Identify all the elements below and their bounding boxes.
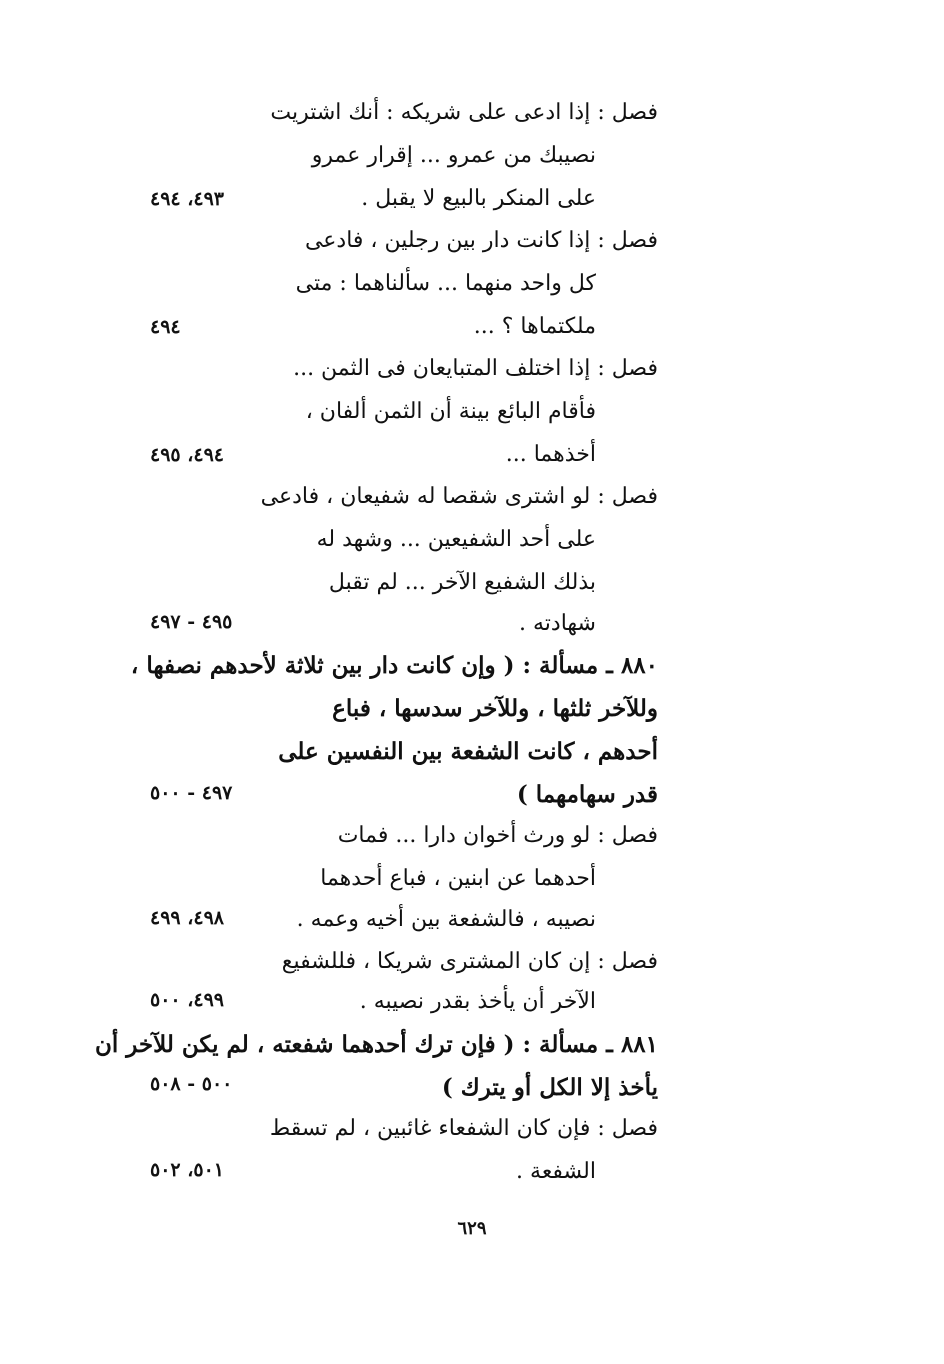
masala-heading: ٨٨١ ـ مسألة : ( فإن ترك أحدهما شفعته ، لم يكن للآخر أن <box>94 1031 658 1058</box>
page-reference: ٤٩٥ - ٤٩٧ <box>150 611 233 633</box>
masala-line: وللآخر ثلثها ، وللآخر سدسها ، فباع <box>332 695 658 722</box>
entry-line: فصل : لو ورث أخوان دارا ... فمات <box>337 823 658 848</box>
masala-heading: ٨٨٠ ـ مسألة : ( وإن كانت دار بين ثلاثة لأحدهم نصفها ، <box>130 652 658 679</box>
entry-line: على المنكر بالبيع لا يقبل . <box>361 186 596 211</box>
page-reference: ٤٩٤ <box>150 316 181 338</box>
entry-line: فصل : لو اشترى شقصا له شفيعان ، فادعى <box>260 484 658 509</box>
page-reference: ٤٩٩، ٥٠٠ <box>150 989 224 1011</box>
entry-line: بذلك الشفيع الآخر ... لم تقبل <box>328 570 596 595</box>
masala-line: قدر سهامهما ) <box>516 781 658 808</box>
page-reference: ٥٠٠ - ٥٠٨ <box>150 1073 233 1095</box>
entry-line: الشفعة . <box>516 1159 596 1184</box>
page-reference: ٥٠١، ٥٠٢ <box>150 1159 224 1181</box>
page-reference: ٤٩٤، ٤٩٥ <box>150 444 224 466</box>
entry-line: الآخر أن يأخذ بقدر نصيبه . <box>359 989 596 1014</box>
entry-line: نصيبك من عمرو ... إقرار عمرو <box>311 143 596 168</box>
entry-line: فصل : إذا ادعى على شريكه : أنك اشتريت <box>270 100 658 125</box>
page-reference: ٤٩٨، ٤٩٩ <box>150 907 224 929</box>
entry-line: أخذهما ... <box>505 442 596 467</box>
page-reference: ٤٩٣، ٤٩٤ <box>150 188 224 210</box>
entry-line: فصل : فإن كان الشفعاء غائبين ، لم تسقط <box>269 1116 658 1141</box>
masala-line: أحدهم ، كانت الشفعة بين النفسين على <box>278 738 658 765</box>
entry-line: على أحد الشفيعين ... وشهد له <box>316 527 596 552</box>
entry-line: ملكتماها ؟ ... <box>473 314 596 339</box>
entry-line: شهادته . <box>519 611 596 636</box>
entry-line: أحدهما عن ابنين ، فباع أحدهما <box>320 866 596 891</box>
page-number: ٦٢٩ <box>457 1218 487 1239</box>
masala-line: يأخذ إلا الكل أو يترك ) <box>441 1074 658 1101</box>
entry-line: فأقام البائع بينة أن الثمن ألفان ، <box>305 399 596 424</box>
entry-line: فصل : إذا كانت دار بين رجلين ، فادعى <box>304 228 658 253</box>
entry-line: فصل : إذا اختلف المتبايعان فى الثمن ... <box>293 356 658 381</box>
entry-line: نصيبه ، فالشفعة بين أخيه وعمه . <box>296 907 596 932</box>
page-reference: ٤٩٧ - ٥٠٠ <box>150 782 233 804</box>
entry-line: كل واحد منهما ... سألناهما : متى <box>295 271 596 296</box>
entry-line: فصل : إن كان المشترى شريكا ، فللشفيع <box>281 949 658 974</box>
